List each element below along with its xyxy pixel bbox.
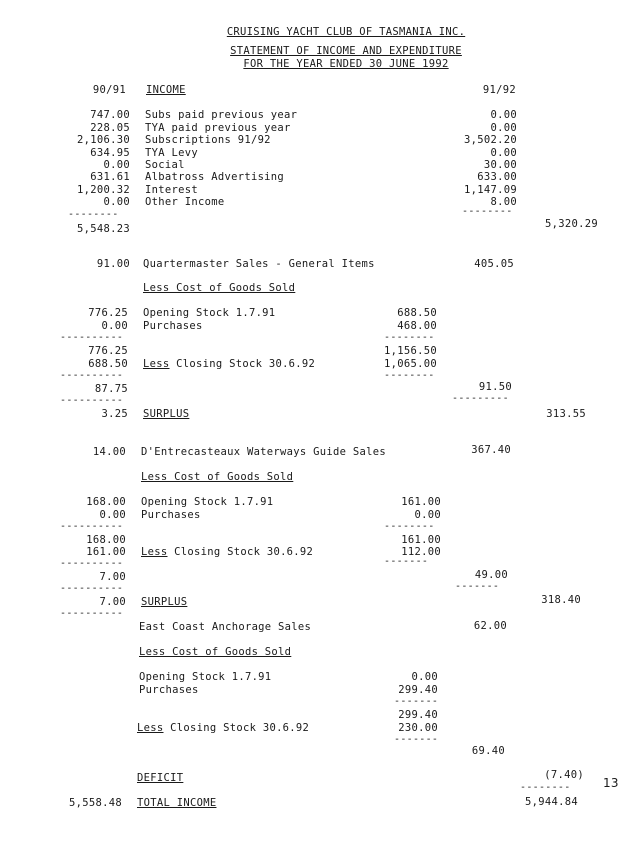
- east-purch-cur: 299.40: [398, 684, 438, 696]
- dent-less-cogs: Less Cost of Goods Sold: [141, 471, 294, 483]
- dent-opening-prior: 168.00: [86, 496, 126, 508]
- total-prior: 5,558.48: [69, 797, 122, 809]
- qm-purch-label: Purchases: [143, 320, 203, 332]
- qm-surplus-label: SURPLUS: [143, 408, 190, 420]
- east-close-cur: 230.00: [398, 722, 438, 734]
- east-net-cur: 69.40: [471, 745, 505, 757]
- dent-close-cur: 112.00: [401, 546, 441, 558]
- rule: --------: [462, 206, 513, 217]
- east-opening-label: Opening Stock 1.7.91: [139, 671, 272, 683]
- dent-net-cur: 49.00: [474, 569, 508, 581]
- rule: ----------: [60, 395, 124, 406]
- rule: --------: [68, 209, 119, 220]
- dent-prior-sales: 14.00: [92, 446, 126, 458]
- east-title: East Coast Anchorage Sales: [139, 621, 312, 633]
- east-deficit-label: DEFICIT: [137, 772, 184, 784]
- income-current: 0.00: [490, 109, 517, 121]
- dent-title: D'Entrecasteaux Waterways Guide Sales: [141, 446, 386, 458]
- qm-sales: 405.05: [474, 258, 514, 270]
- east-purch-label: Purchases: [139, 684, 199, 696]
- qm-net-prior: 87.75: [94, 383, 128, 395]
- income-prior: 2,106.30: [77, 134, 130, 146]
- page-number: 13: [603, 776, 619, 790]
- income-label: TYA paid previous year: [145, 122, 291, 134]
- dent-close-prior: 161.00: [86, 546, 126, 558]
- dent-surplus-label: SURPLUS: [141, 596, 188, 608]
- income-label: Albatross Advertising: [145, 171, 285, 183]
- qm-opening-prior: 776.25: [88, 307, 128, 319]
- income-prior: 631.61: [90, 171, 130, 183]
- east-deficit-cur: (7.40): [544, 769, 584, 781]
- income-label: Interest: [145, 184, 198, 196]
- income-prior: 1,200.32: [77, 184, 130, 196]
- dent-net-prior: 7.00: [99, 571, 126, 583]
- income-current: 30.00: [483, 159, 517, 171]
- income-prior: 0.00: [103, 196, 130, 208]
- income-heading: INCOME: [146, 84, 186, 96]
- qm-title: Quartermaster Sales - General Items: [143, 258, 375, 270]
- income-current: 1,147.09: [464, 184, 517, 196]
- qm-opening-cur: 688.50: [397, 307, 437, 319]
- rule: ----------: [60, 521, 124, 532]
- qm-opening-label: Opening Stock 1.7.91: [143, 307, 276, 319]
- rule: --------: [384, 332, 435, 343]
- qm-surplus-prior: 3.25: [101, 408, 128, 420]
- rule: ---------: [452, 393, 509, 404]
- rule: ----------: [60, 370, 124, 381]
- qm-close-cur: 1,065.00: [384, 358, 437, 370]
- rule: --------: [384, 521, 435, 532]
- qm-net-cur: 91.50: [478, 381, 512, 393]
- rule: -------: [455, 581, 500, 592]
- east-less-cogs: Less Cost of Goods Sold: [139, 646, 292, 658]
- income-current: 3,502.20: [464, 134, 517, 146]
- rule: -------: [394, 696, 439, 707]
- rule: ----------: [60, 608, 124, 619]
- income-prior: 747.00: [90, 109, 130, 121]
- dent-purch-label: Purchases: [141, 509, 201, 521]
- income-label: Subscriptions 91/92: [145, 134, 271, 146]
- total-label: TOTAL INCOME: [137, 797, 217, 809]
- income-current: 0.00: [490, 122, 517, 134]
- dent-purch-prior: 0.00: [99, 509, 126, 521]
- qm-sum-cur: 1,156.50: [384, 345, 437, 357]
- rule: -------: [384, 556, 429, 567]
- close-text: Closing Stock 30.6.92: [167, 546, 314, 558]
- qm-prior-sales: 91.00: [96, 258, 130, 270]
- income-label: Social: [145, 159, 185, 171]
- rule: ----------: [60, 583, 124, 594]
- qm-less-cogs: Less Cost of Goods Sold: [143, 282, 296, 294]
- current-year-heading: 91/92: [482, 84, 516, 96]
- less-word: Less: [137, 722, 164, 734]
- east-opening-cur: 0.00: [411, 671, 438, 683]
- income-current: 0.00: [490, 147, 517, 159]
- income-label: Subs paid previous year: [145, 109, 298, 121]
- qm-purch-prior: 0.00: [101, 320, 128, 332]
- dent-close-label: [141, 546, 313, 558]
- rule: --------: [520, 782, 571, 793]
- qm-close-label: [143, 358, 315, 370]
- qm-sum-prior: 776.25: [88, 345, 128, 357]
- rule: --------: [384, 370, 435, 381]
- income-subtotal-current: 5,320.29: [545, 218, 598, 230]
- east-sum-cur: 299.40: [398, 709, 438, 721]
- income-prior: 634.95: [90, 147, 130, 159]
- income-prior: 0.00: [103, 159, 130, 171]
- dent-opening-label: Opening Stock 1.7.91: [141, 496, 274, 508]
- dent-surplus-prior: 7.00: [99, 596, 126, 608]
- rule: -------: [394, 734, 439, 745]
- dent-purch-cur: 0.00: [414, 509, 441, 521]
- statement-title: STATEMENT OF INCOME AND EXPENDITURE: [230, 45, 462, 57]
- close-text: Closing Stock 30.6.92: [169, 358, 316, 370]
- dent-sales: 367.40: [471, 444, 511, 456]
- qm-close-prior: 688.50: [88, 358, 128, 370]
- rule: ----------: [60, 558, 124, 569]
- east-close-label: [137, 722, 309, 734]
- club-title: CRUISING YACHT CLUB OF TASMANIA INC.: [226, 26, 466, 38]
- less-word: Less: [141, 546, 168, 558]
- income-label: Other Income: [145, 196, 225, 208]
- qm-purch-cur: 468.00: [397, 320, 437, 332]
- income-current: 633.00: [477, 171, 517, 183]
- period-title: FOR THE YEAR ENDED 30 JUNE 1992: [243, 58, 449, 70]
- rule: ----------: [60, 332, 124, 343]
- east-sales: 62.00: [473, 620, 507, 632]
- income-current: 8.00: [490, 196, 517, 208]
- close-text: Closing Stock 30.6.92: [163, 722, 310, 734]
- income-prior: 228.05: [90, 122, 130, 134]
- total-current: 5,944.84: [525, 796, 578, 808]
- income-label: TYA Levy: [145, 147, 198, 159]
- dent-sum-cur: 161.00: [401, 534, 441, 546]
- prior-year-heading: 90/91: [92, 84, 126, 96]
- less-word: Less: [143, 358, 170, 370]
- income-subtotal-prior: 5,548.23: [77, 223, 130, 235]
- dent-opening-cur: 161.00: [401, 496, 441, 508]
- dent-sum-prior: 168.00: [86, 534, 126, 546]
- qm-surplus-cur: 313.55: [546, 408, 586, 420]
- dent-surplus-cur: 318.40: [541, 594, 581, 606]
